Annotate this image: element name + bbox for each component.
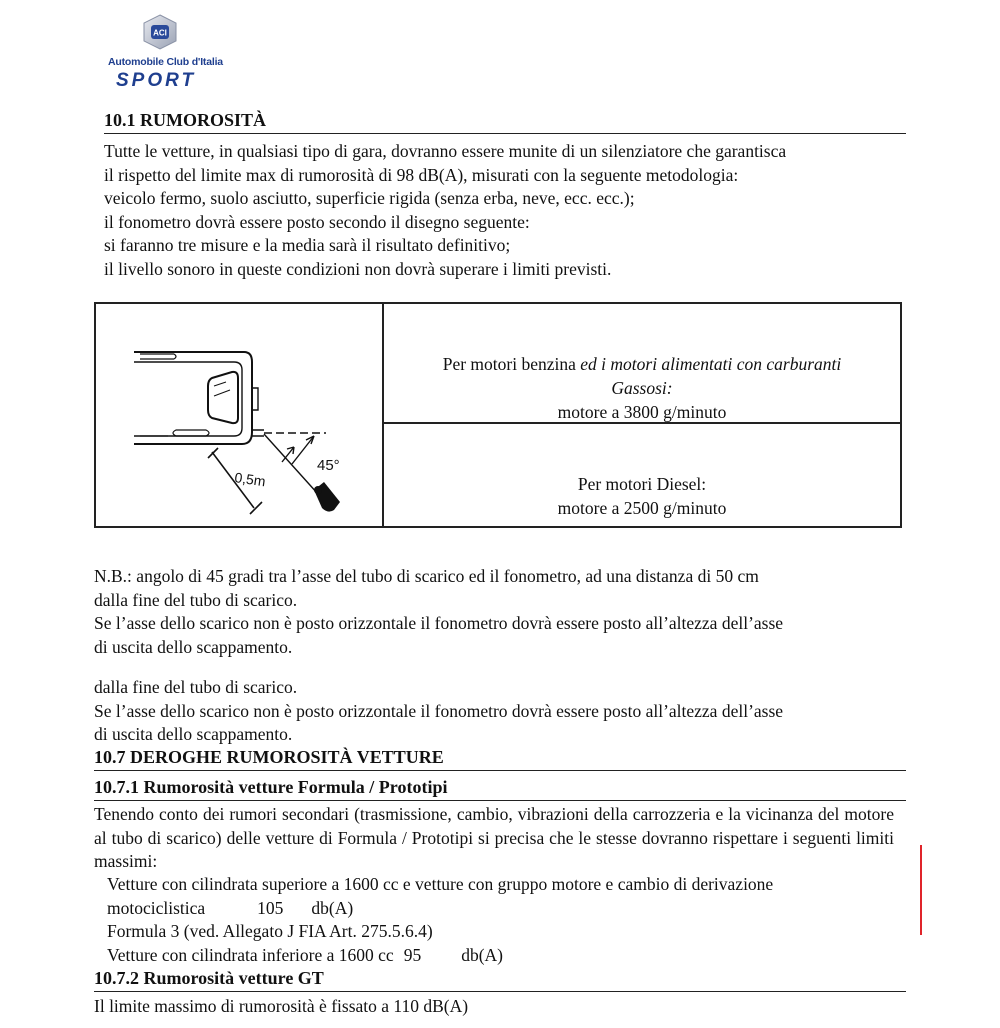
limit-c-unit: db(A) bbox=[461, 944, 503, 965]
angle-label: 45° bbox=[317, 457, 340, 474]
limit-c bbox=[107, 944, 907, 968]
notes-block bbox=[94, 565, 902, 747]
note-line: di uscita dello scappamento. bbox=[94, 636, 293, 657]
body-line: veicolo fermo, suolo asciutto, superficie rigida (senza erba, neve, ecc. ecc.); bbox=[104, 188, 635, 208]
limit-a-category: motociclistica bbox=[107, 897, 206, 918]
margin-change-mark bbox=[920, 845, 922, 935]
logo-org-name: Automobile Club d'Italia bbox=[108, 56, 223, 68]
petrol-line1-regular: Per motori benzina bbox=[442, 354, 581, 374]
limit-a-unit: db(A) bbox=[311, 897, 354, 918]
section-10-1-title: 10.1 RUMOROSITÀ bbox=[104, 110, 267, 130]
section-10-7-title: 10.7 DEROGHE RUMOROSITÀ VETTURE bbox=[94, 747, 444, 767]
distance-label: 0,5m bbox=[233, 469, 267, 490]
note-line: dalla fine del tubo di scarico. bbox=[94, 589, 298, 610]
body-line: Tutte le vetture, in qualsiasi tipo di gara, dovranno essere munite di un silenziatore che garantisca bbox=[104, 141, 787, 161]
section-10-1-body bbox=[104, 140, 904, 281]
microphone-icon bbox=[314, 482, 340, 512]
section-10-7-rule bbox=[94, 770, 906, 771]
petrol-rpm: motore a 3800 g/minuto bbox=[557, 402, 727, 422]
gt-limit-body bbox=[94, 995, 894, 1019]
body-line: il rispetto del limite max di rumorosità di 98 dB(A), misurati con la seguente metodologia: bbox=[104, 164, 739, 185]
petrol-line2-italic: Gassosi: bbox=[611, 378, 673, 398]
note-line: Se l’asse dello scarico non è posto orizzontale il fonometro dovrà essere posto all’altezza dell’asse bbox=[94, 700, 784, 721]
section-10-7-1-title: 10.7.1 Rumorosità vetture Formula / Prototipi bbox=[94, 777, 448, 797]
gt-limit-text: Il limite massimo di rumorosità è fissato a 110 dB(A) bbox=[94, 996, 469, 1016]
measurement-table bbox=[94, 302, 902, 528]
note-line: N.B.: angolo di 45 gradi tra l’asse del tubo di scarico ed il fonometro, ad una distanza di 50 cm bbox=[94, 566, 759, 586]
formula-limits-body bbox=[94, 803, 894, 874]
limit-a-value: 105 bbox=[257, 897, 284, 918]
diesel-rpm: motore a 2500 g/minuto bbox=[557, 498, 727, 518]
microphone-position-diagram bbox=[104, 312, 374, 522]
svg-text:ACI: ACI bbox=[153, 28, 167, 38]
diesel-line1: Per motori Diesel: bbox=[577, 474, 707, 494]
section-10-7-2-rule bbox=[94, 991, 906, 992]
limit-a-line1: Vetture con cilindrata superiore a 1600 cc e vetture con gruppo motore e cambio di derivazione bbox=[107, 874, 774, 894]
formula-limits-list bbox=[107, 873, 907, 967]
logo-sport-word: SPORT bbox=[116, 70, 197, 91]
limit-c-value: 95 bbox=[403, 944, 422, 965]
aci-badge-icon bbox=[142, 14, 178, 50]
limit-a-line2 bbox=[107, 897, 907, 921]
body-line: il livello sonoro in queste condizioni non dovrà superare i limiti previsti. bbox=[104, 258, 612, 279]
limit-b: Formula 3 (ved. Allegato J FIA Art. 275.5.6.4) bbox=[107, 921, 433, 941]
petrol-line1-italic: ed i motori alimentati con carburanti bbox=[580, 354, 842, 374]
section-10-7-2-title: 10.7.2 Rumorosità vetture GT bbox=[94, 968, 324, 988]
body-line: il fonometro dovrà essere posto secondo il disegno seguente: bbox=[104, 211, 530, 232]
section-10-1-rule bbox=[104, 133, 906, 134]
aci-sport-logo bbox=[108, 14, 223, 91]
petrol-engine-cell bbox=[384, 352, 900, 424]
limit-c-text: Vetture con cilindrata inferiore a 1600 cc bbox=[107, 944, 394, 965]
note-line: di uscita dello scappamento. bbox=[94, 724, 293, 744]
formula-intro: Tenendo conto dei rumori secondari (trasmissione, cambio, vibrazioni della carrozzeria e la vicinanza del motore al tubo di scarico) delle vetture di Formula / Prototipi si precisa che le stesse dovranno rispettare i seguenti limiti massimi: bbox=[94, 804, 894, 871]
diesel-engine-cell bbox=[384, 472, 900, 520]
section-10-7-1-rule bbox=[94, 800, 906, 801]
body-line: si faranno tre misure e la media sarà il risultato definitivo; bbox=[104, 235, 511, 255]
note-line: Se l’asse dello scarico non è posto orizzontale il fonometro dovrà essere posto all’altezza dell’asse bbox=[94, 613, 784, 633]
note-line: dalla fine del tubo di scarico. bbox=[94, 677, 298, 697]
